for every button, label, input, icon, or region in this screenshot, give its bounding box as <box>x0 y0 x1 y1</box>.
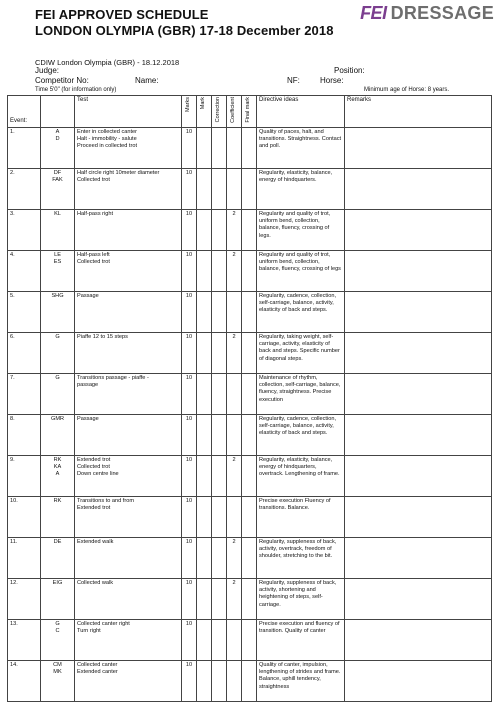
test-description <box>75 210 182 251</box>
col-event: Event: <box>8 96 41 128</box>
arena-letter <box>43 218 72 225</box>
test-line: Collected trot <box>77 177 110 184</box>
remarks-cell[interactable] <box>345 579 492 620</box>
arena-letter <box>43 266 72 273</box>
final-mark-cell[interactable] <box>242 210 257 251</box>
arena-letter <box>43 389 72 396</box>
max-marks: 10 <box>182 169 197 210</box>
exercise-number: 13. <box>8 620 41 661</box>
final-mark-cell[interactable] <box>242 333 257 374</box>
mark-cell[interactable] <box>197 497 212 538</box>
arena-letter: C <box>55 628 60 635</box>
test-line <box>77 423 179 430</box>
final-mark-cell[interactable] <box>242 292 257 333</box>
mark-cell[interactable] <box>197 128 212 169</box>
exercise-number: 5. <box>8 292 41 333</box>
exercise-number: 7. <box>8 374 41 415</box>
exercise-number: 12. <box>8 579 41 620</box>
final-mark-cell[interactable] <box>242 497 257 538</box>
test-description <box>75 292 182 333</box>
final-mark-cell[interactable] <box>242 251 257 292</box>
arena-letter <box>43 143 72 150</box>
col-coefficient <box>227 96 242 128</box>
final-mark-cell[interactable] <box>242 579 257 620</box>
test-description <box>75 128 182 169</box>
correction-cell[interactable] <box>212 456 227 497</box>
arena-letter: DF <box>53 170 62 177</box>
test-line <box>77 553 179 560</box>
arena-letter: KL <box>54 211 61 218</box>
test-description <box>75 169 182 210</box>
exercise-number: 4. <box>8 251 41 292</box>
test-line <box>77 676 179 683</box>
max-marks: 10 <box>182 333 197 374</box>
arena-letter <box>43 423 72 430</box>
test-line <box>77 218 179 225</box>
exercise-number: 11. <box>8 538 41 579</box>
test-line: Half circle right 10meter diameter <box>77 170 160 177</box>
directive-ideas: Regularity, elasticity, balance, energy of hindquarters. <box>257 169 345 210</box>
exercise-row <box>8 333 492 374</box>
remarks-cell[interactable] <box>345 333 492 374</box>
directive-ideas: Regularity and quality of trot, uniform bend, collection, balance, fluency, crossing of legs <box>257 251 345 292</box>
arena-letter: RK <box>53 498 62 505</box>
correction-cell[interactable] <box>212 251 227 292</box>
arena-letters <box>41 620 75 661</box>
remarks-cell[interactable] <box>345 415 492 456</box>
mark-cell[interactable] <box>197 374 212 415</box>
remarks-cell[interactable] <box>345 661 492 702</box>
col-final-mark-label: Final mark <box>245 97 252 123</box>
arena-letter: EIG <box>52 580 63 587</box>
arena-letters <box>41 415 75 456</box>
mark-cell[interactable] <box>197 538 212 579</box>
exercise-row <box>8 415 492 456</box>
exercise-number: 3. <box>8 210 41 251</box>
correction-cell[interactable] <box>212 169 227 210</box>
test-description <box>75 415 182 456</box>
remarks-cell[interactable] <box>345 292 492 333</box>
arena-letter: G <box>55 375 60 382</box>
dressage-logo-text: DRESSAGE <box>390 3 494 23</box>
test-line <box>77 341 179 348</box>
name-label: Name: <box>135 76 159 85</box>
coefficient: 2 <box>227 251 242 292</box>
test-line: Transitions to and from <box>77 498 134 505</box>
test-line: Passage <box>77 293 99 300</box>
remarks-cell[interactable] <box>345 497 492 538</box>
arena-letter: A <box>55 471 60 478</box>
remarks-cell[interactable] <box>345 620 492 661</box>
exercise-row <box>8 661 492 702</box>
directive-ideas: Regularity, taking weight, self-carriage, activity, elasticity of back and steps. Specific number of diagonal steps. <box>257 333 345 374</box>
test-line <box>77 430 179 437</box>
coefficient <box>227 128 242 169</box>
final-mark-cell[interactable] <box>242 415 257 456</box>
test-description <box>75 333 182 374</box>
arena-letter: MK <box>53 669 62 676</box>
arena-letter: G <box>55 621 60 628</box>
arena-letter <box>43 348 72 355</box>
directive-ideas: Precise execution and fluency of transition. Quality of canter <box>257 620 345 661</box>
correction-cell[interactable] <box>212 374 227 415</box>
test-line: Transitions passage - piaffe - <box>77 375 149 382</box>
arena-letters <box>41 374 75 415</box>
remarks-cell[interactable] <box>345 538 492 579</box>
test-line <box>77 635 179 642</box>
test-description <box>75 456 182 497</box>
exercise-row <box>8 579 492 620</box>
col-directive: Directive ideas <box>257 96 345 128</box>
test-line: Half-pass right <box>77 211 114 218</box>
mark-cell[interactable] <box>197 579 212 620</box>
coefficient <box>227 620 242 661</box>
test-line <box>77 587 179 594</box>
test-line <box>77 184 179 191</box>
remarks-cell[interactable] <box>345 128 492 169</box>
mark-cell[interactable] <box>197 661 212 702</box>
arena-letters <box>41 292 75 333</box>
test-line <box>77 512 179 519</box>
mark-cell[interactable] <box>197 251 212 292</box>
max-marks: 10 <box>182 128 197 169</box>
exercise-row <box>8 456 492 497</box>
test-line: Extended canter <box>77 669 118 676</box>
col-mark <box>197 96 212 128</box>
test-line: Passage <box>77 416 99 423</box>
arena-letter <box>43 505 72 512</box>
test-line <box>77 225 179 232</box>
exercise-row <box>8 497 492 538</box>
exercise-number: 10. <box>8 497 41 538</box>
arena-letter <box>43 382 72 389</box>
test-line <box>77 307 179 314</box>
correction-cell[interactable] <box>212 620 227 661</box>
correction-cell[interactable] <box>212 292 227 333</box>
exercise-number: 8. <box>8 415 41 456</box>
max-marks: 10 <box>182 661 197 702</box>
mark-cell[interactable] <box>197 292 212 333</box>
col-marks <box>182 96 197 128</box>
competitor-label: Competitor No: <box>35 76 89 85</box>
test-line: Half-pass left <box>77 252 110 259</box>
arena-letter <box>43 300 72 307</box>
event-line: CDIW London Olympia (GBR) - 18.12.2018 <box>35 58 180 67</box>
max-marks: 10 <box>182 374 197 415</box>
time-note: Time 5'0" (for information only) <box>35 87 117 93</box>
directive-ideas: Quality of canter, impulsion, lengthening of strides and frame. Balance, uphill tendency, straightness <box>257 661 345 702</box>
exercise-row <box>8 620 492 661</box>
final-mark-cell[interactable] <box>242 128 257 169</box>
test-line: Collected canter right <box>77 621 130 628</box>
exercise-number: 1. <box>8 128 41 169</box>
col-coefficient-label: Coefficient <box>230 97 237 123</box>
test-description <box>75 620 182 661</box>
exercise-row <box>8 374 492 415</box>
test-line <box>77 389 179 396</box>
arena-letter: KA <box>53 464 62 471</box>
arena-letters <box>41 538 75 579</box>
max-marks: 10 <box>182 251 197 292</box>
remarks-cell[interactable] <box>345 456 492 497</box>
correction-cell[interactable] <box>212 497 227 538</box>
exercise-number: 2. <box>8 169 41 210</box>
correction-cell[interactable] <box>212 579 227 620</box>
arena-letter: SHG <box>51 293 64 300</box>
col-test: Test <box>75 96 182 128</box>
test-line: Collected trot <box>77 464 110 471</box>
test-line: Extended trot <box>77 505 111 512</box>
directive-ideas: Regularity, cadence, collection, self-carriage, balance, activity, elasticity of back and steps. <box>257 292 345 333</box>
max-marks: 10 <box>182 579 197 620</box>
exercise-row <box>8 251 492 292</box>
test-description <box>75 374 182 415</box>
test-line: Collected trot <box>77 259 110 266</box>
test-line: Halt - immobility - salute <box>77 136 137 143</box>
correction-cell[interactable] <box>212 210 227 251</box>
coefficient: 2 <box>227 579 242 620</box>
directive-ideas: Regularity and quality of trot, uniform bend, collection, balance, fluency, crossing of legs. <box>257 210 345 251</box>
max-marks: 10 <box>182 292 197 333</box>
remarks-cell[interactable] <box>345 374 492 415</box>
arena-letter <box>43 553 72 560</box>
exercise-row <box>8 210 492 251</box>
arena-letters <box>41 210 75 251</box>
final-mark-cell[interactable] <box>242 456 257 497</box>
table-header-row <box>8 96 492 128</box>
coefficient: 2 <box>227 538 242 579</box>
min-age-note: Minimum age of Horse: 8 years. <box>364 87 450 93</box>
coefficient <box>227 292 242 333</box>
arena-letter: DE <box>53 539 62 546</box>
arena-letter <box>43 512 72 519</box>
final-mark-cell[interactable] <box>242 661 257 702</box>
max-marks: 10 <box>182 456 197 497</box>
score-sheet-table <box>7 95 492 702</box>
mark-cell[interactable] <box>197 169 212 210</box>
test-description <box>75 579 182 620</box>
arena-letter <box>43 676 72 683</box>
test-line: Turn right <box>77 628 101 635</box>
col-marks-label: Marks <box>185 97 192 112</box>
test-line <box>77 348 179 355</box>
remarks-cell[interactable] <box>345 210 492 251</box>
arena-letter: G <box>55 334 60 341</box>
test-line: Extended walk <box>77 539 114 546</box>
directive-ideas: Regularity, suppleness of back, activity, overtrack, freedom of shoulder, stretching to the bit. <box>257 538 345 579</box>
arena-letter: ES <box>53 259 62 266</box>
test-line <box>77 266 179 273</box>
exercise-number: 6. <box>8 333 41 374</box>
exercise-row <box>8 128 492 169</box>
arena-letter <box>43 635 72 642</box>
max-marks: 10 <box>182 538 197 579</box>
coefficient <box>227 497 242 538</box>
test-line: Collected walk <box>77 580 114 587</box>
test-description <box>75 661 182 702</box>
arena-letter <box>43 587 72 594</box>
arena-letters <box>41 456 75 497</box>
judge-label: Judge: <box>35 66 60 75</box>
max-marks: 10 <box>182 210 197 251</box>
remarks-cell[interactable] <box>345 251 492 292</box>
correction-cell[interactable] <box>212 538 227 579</box>
arena-letter: FAK <box>52 177 63 184</box>
test-line: Collected canter <box>77 662 118 669</box>
coefficient <box>227 374 242 415</box>
col-correction <box>212 96 227 128</box>
directive-ideas: Precise execution Fluency of transitions. Balance. <box>257 497 345 538</box>
final-mark-cell[interactable] <box>242 620 257 661</box>
arena-letter: CM <box>53 662 62 669</box>
correction-cell[interactable] <box>212 128 227 169</box>
arena-letters <box>41 333 75 374</box>
final-mark-cell[interactable] <box>242 538 257 579</box>
directive-ideas: Maintenance of rhythm, collection, self-carriage, balance, fluency, straightness. Precise execution <box>257 374 345 415</box>
event-title: LONDON OLYMPIA (GBR) 17-18 December 2018 <box>35 23 334 38</box>
directive-ideas: Regularity, cadence, collection, self-carriage, balance, activity, elasticity of back and steps. <box>257 415 345 456</box>
directive-ideas: Regularity, elasticity, balance, energy of hindquarters, overtrack. Lengthening of frame. <box>257 456 345 497</box>
arena-letter <box>43 225 72 232</box>
test-line <box>77 546 179 553</box>
exercise-row <box>8 169 492 210</box>
coefficient: 2 <box>227 456 242 497</box>
coefficient: 2 <box>227 333 242 374</box>
arena-letters <box>41 497 75 538</box>
arena-letter <box>43 184 72 191</box>
test-line: passage <box>77 382 99 389</box>
coefficient <box>227 661 242 702</box>
coefficient <box>227 169 242 210</box>
nf-label: NF: <box>287 76 300 85</box>
arena-letter: GMR <box>50 416 65 423</box>
mark-cell[interactable] <box>197 333 212 374</box>
coefficient <box>227 415 242 456</box>
arena-letter <box>43 430 72 437</box>
arena-letters <box>41 128 75 169</box>
test-line: Enter in collected canter <box>77 129 138 136</box>
directive-ideas: Regularity, suppleness of back, activity, shortening and heightening of steps, self-carriage. <box>257 579 345 620</box>
mark-cell[interactable] <box>197 415 212 456</box>
arena-letter <box>43 341 72 348</box>
col-mark-label: Mark <box>200 97 207 110</box>
arena-letter <box>43 307 72 314</box>
mark-cell[interactable] <box>197 456 212 497</box>
exercise-row <box>8 292 492 333</box>
arena-letters <box>41 251 75 292</box>
test-description <box>75 251 182 292</box>
correction-cell[interactable] <box>212 661 227 702</box>
arena-letter <box>43 546 72 553</box>
test-description <box>75 538 182 579</box>
remarks-cell[interactable] <box>345 169 492 210</box>
mark-cell[interactable] <box>197 620 212 661</box>
fei-logo-text: FEI <box>360 3 387 23</box>
final-mark-cell[interactable] <box>242 169 257 210</box>
test-line: Proceed in collected trot <box>77 143 138 150</box>
final-mark-cell[interactable] <box>242 374 257 415</box>
exercise-number: 14. <box>8 661 41 702</box>
position-label: Position: <box>334 66 365 75</box>
arena-letter: RK <box>53 457 62 464</box>
directive-ideas: Quality of paces, halt, and transitions. Straightness. Contact and poll. <box>257 128 345 169</box>
arena-letter: D <box>55 136 60 143</box>
arena-letters <box>41 661 75 702</box>
max-marks: 10 <box>182 620 197 661</box>
fei-dressage-logo <box>360 3 494 24</box>
arena-letter: LE <box>54 252 61 259</box>
arena-letter <box>43 594 72 601</box>
horse-label: Horse: <box>320 76 344 85</box>
correction-cell[interactable] <box>212 333 227 374</box>
col-final-mark <box>242 96 257 128</box>
col-letters-empty <box>41 96 75 128</box>
exercise-row <box>8 538 492 579</box>
schedule-title: FEI APPROVED SCHEDULE <box>35 7 209 22</box>
test-description <box>75 497 182 538</box>
coefficient: 2 <box>227 210 242 251</box>
test-line <box>77 300 179 307</box>
arena-letters <box>41 579 75 620</box>
test-line: Piaffe 12 to 15 steps <box>77 334 128 341</box>
col-correction-label: Correction <box>215 97 222 123</box>
test-line: Extended trot <box>77 457 111 464</box>
col-remarks: Remarks <box>345 96 492 128</box>
correction-cell[interactable] <box>212 415 227 456</box>
max-marks: 10 <box>182 497 197 538</box>
mark-cell[interactable] <box>197 210 212 251</box>
test-line <box>77 594 179 601</box>
exercise-number: 9. <box>8 456 41 497</box>
arena-letter: A <box>55 129 60 136</box>
arena-letters <box>41 169 75 210</box>
test-line: Down centre line <box>77 471 119 478</box>
max-marks: 10 <box>182 415 197 456</box>
